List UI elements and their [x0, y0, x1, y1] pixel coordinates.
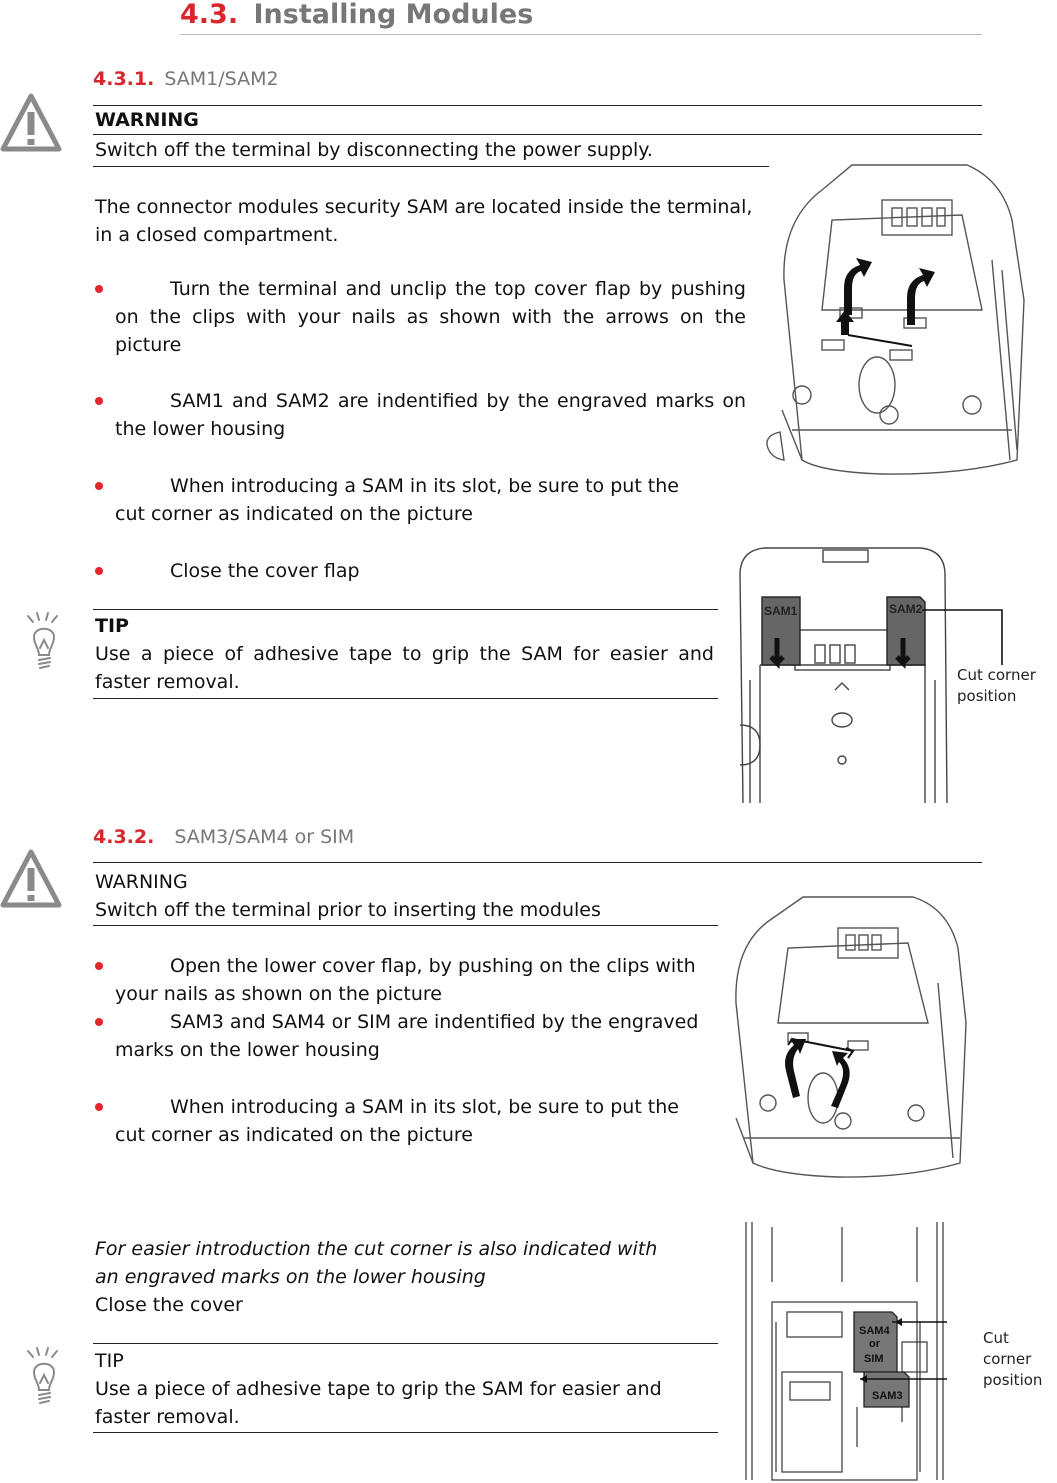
lightbulb-icon [24, 1347, 68, 1411]
warning-icon [0, 92, 62, 154]
intro-paragraph: The connector modules security SAM are located inside the terminal, in a closed compartment. [95, 196, 753, 246]
lightbulb-icon [24, 612, 68, 676]
warning-text: Switch off the terminal by disconnecting the power supply. [95, 139, 653, 161]
or-label: or [869, 1338, 880, 1350]
sam3-label: SAM3 [872, 1390, 903, 1402]
warning-label: WARNING [95, 871, 188, 893]
bullet-3: When introducing a SAM in its slot, be sure to put the cut corner as indicated on the picture [115, 1096, 679, 1146]
tip-text: Use a piece of adhesive tape to grip the SAM for easier and faster removal. [95, 643, 714, 693]
subsection-number: 4.3.1. [93, 68, 155, 90]
subsection-number: 4.3.2. [93, 826, 155, 848]
sam4-label: SAM4 [859, 1325, 890, 1337]
section-number: 4.3. [180, 0, 239, 30]
bullet-2: SAM3 and SAM4 or SIM are indentified by the engraved marks on the lower housing [115, 1011, 699, 1061]
terminal-top-cover-illustration [762, 160, 1027, 480]
warning-bottom-rule [93, 925, 718, 926]
bullet-dot [95, 1103, 103, 1111]
bullet-dot [95, 397, 103, 405]
warning-bottom-rule [93, 166, 769, 167]
sam1-label: SAM1 [764, 604, 798, 618]
warning-text: Switch off the terminal prior to inserting the modules [95, 899, 601, 921]
bullet-1: Turn the terminal and unclip the top cover flap by pushing on the clips with your nails as shown with the arrows on the picture [115, 278, 746, 356]
italic-note: For easier introduction the cut corner is also indicated with an engraved marks on the lower housing [95, 1238, 658, 1288]
warning-mid-rule [93, 134, 982, 135]
cut-corner-caption-1 [957, 665, 1036, 707]
position-label: position [983, 1371, 1043, 1389]
bullet-3: When introducing a SAM in its slot, be sure to put the cut corner as indicated on the picture [115, 475, 679, 525]
warning-top-rule [93, 105, 982, 106]
tip-text: Use a piece of adhesive tape to grip the SAM for easier and faster removal. [95, 1378, 662, 1428]
cut-corner-label: Cut corner [957, 666, 1036, 684]
tip-bottom-rule [93, 1432, 718, 1433]
sam2-label: SAM2 [889, 602, 923, 616]
warning-icon [0, 848, 62, 910]
section-title: Installing Modules [253, 0, 534, 30]
bullet-2: SAM1 and SAM2 are indentified by the engraved marks on the lower housing [115, 390, 746, 440]
bullet-dot [95, 1018, 103, 1026]
tip-label: TIP [95, 1350, 124, 1372]
sam3-sam4-compartment-illustration [742, 1222, 972, 1482]
bullet-dot [95, 482, 103, 490]
subsection-title: SAM1/SAM2 [164, 68, 279, 90]
sim-label: SIM [864, 1353, 884, 1365]
section-rule [180, 34, 982, 35]
subsection-heading-2 [93, 824, 354, 850]
tip-label: TIP [95, 615, 129, 637]
section-heading [180, 0, 533, 30]
terminal-lower-cover-illustration [728, 893, 968, 1183]
subsection-heading-1 [93, 66, 279, 92]
tip-top-rule [93, 609, 718, 610]
bullet-dot [95, 285, 103, 293]
warning-top-rule [93, 862, 982, 863]
tip-top-rule [93, 1343, 718, 1344]
cut-corner-label: Cut corner [983, 1329, 1032, 1368]
bullet-4: Close the cover flap [170, 560, 360, 582]
sam1-sam2-compartment-illustration [735, 545, 950, 805]
subsection-title: SAM3/SAM4 or SIM [174, 826, 355, 848]
close-cover-text: Close the cover [95, 1294, 243, 1316]
bullet-1: Open the lower cover flap, by pushing on the clips with your nails as shown on the picture [115, 955, 696, 1005]
warning-label: WARNING [95, 109, 199, 131]
bullet-dot [95, 962, 103, 970]
tip-bottom-rule [93, 698, 718, 699]
position-label: position [957, 687, 1017, 705]
cut-corner-caption-2 [983, 1328, 1057, 1391]
bullet-dot [95, 567, 103, 575]
